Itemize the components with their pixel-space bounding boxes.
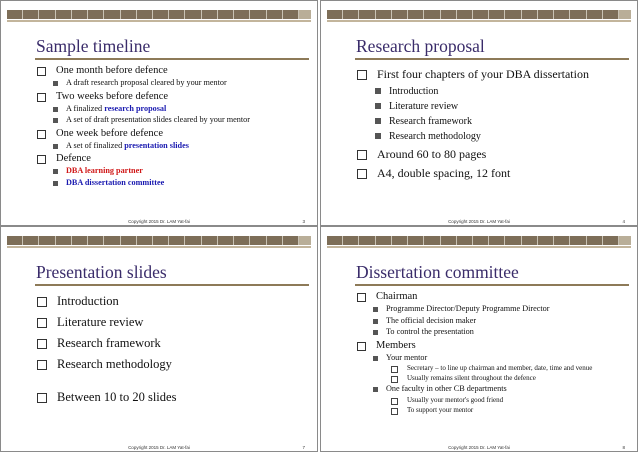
bullet-level2: Introduction bbox=[373, 85, 627, 98]
bullet-level2: A set of finalized presentation slides bbox=[51, 141, 307, 152]
hollow-square-bullet-icon bbox=[37, 393, 47, 403]
bullet-level2: Research methodology bbox=[373, 130, 627, 143]
bullet-level3: Usually remains silent throughout the defence bbox=[389, 374, 627, 383]
bullet-level2 bbox=[51, 178, 307, 189]
slide-top-bar bbox=[7, 236, 311, 245]
bullet-level1: Introduction bbox=[35, 293, 307, 310]
footer-page-number: 4 bbox=[622, 219, 625, 224]
footer-copyright: Copyright 2015 Dr. LAM Yat-fai bbox=[128, 219, 190, 224]
filled-square-bullet-icon bbox=[373, 356, 378, 361]
slide-body bbox=[35, 63, 307, 189]
hollow-square-bullet-icon bbox=[37, 297, 47, 307]
slide-title: Dissertation committee bbox=[356, 262, 519, 282]
slide-body bbox=[355, 289, 627, 416]
footer-copyright: Copyright 2015 Dr. LAM Yat-fai bbox=[128, 445, 190, 450]
bullet-level1: One month before defence bbox=[35, 64, 307, 77]
hollow-square-bullet-icon bbox=[391, 376, 398, 383]
filled-square-bullet-icon bbox=[375, 133, 381, 139]
filled-square-bullet-icon bbox=[53, 107, 58, 112]
bullet-level2: Your mentor bbox=[371, 353, 627, 364]
footer-copyright: Copyright 2015 Dr. LAM Yat-fai bbox=[448, 445, 510, 450]
bullet-level1: Research framework bbox=[35, 335, 307, 352]
bullet-level1: First four chapters of your DBA dissertation bbox=[355, 66, 627, 82]
hollow-square-bullet-icon bbox=[391, 398, 398, 405]
hollow-square-bullet-icon bbox=[391, 408, 398, 415]
slide-top-bar-underline bbox=[327, 20, 631, 22]
filled-square-bullet-icon bbox=[53, 144, 58, 149]
hollow-square-bullet-icon bbox=[357, 342, 366, 351]
filled-square-bullet-icon bbox=[373, 307, 378, 312]
title-rule bbox=[355, 58, 629, 60]
hollow-square-bullet-icon bbox=[357, 150, 367, 160]
hollow-square-bullet-icon bbox=[37, 67, 46, 76]
hollow-square-bullet-icon bbox=[357, 293, 366, 302]
filled-square-bullet-icon bbox=[373, 319, 378, 324]
filled-square-bullet-icon bbox=[375, 103, 381, 109]
filled-square-bullet-icon bbox=[373, 387, 378, 392]
slide-sample-timeline bbox=[0, 0, 318, 226]
bullet-level1: Chairman bbox=[355, 290, 627, 303]
slide-top-bar bbox=[7, 10, 311, 19]
highlight-research-proposal: research proposal bbox=[104, 103, 167, 113]
filled-square-bullet-icon bbox=[375, 88, 381, 94]
hollow-square-bullet-icon bbox=[37, 339, 47, 349]
bullet-level2: Literature review bbox=[373, 100, 627, 113]
slide-body bbox=[35, 289, 307, 410]
bullet-level1: Two weeks before defence bbox=[35, 90, 307, 103]
slide-research-proposal bbox=[320, 0, 638, 226]
slide-body bbox=[355, 63, 627, 184]
bullet-level2: A draft research proposal cleared by your mentor bbox=[51, 78, 307, 89]
footer-page-number: 7 bbox=[302, 445, 305, 450]
hollow-square-bullet-icon bbox=[37, 93, 46, 102]
slide-top-bar bbox=[327, 236, 631, 245]
bullet-level2: The official decision maker bbox=[371, 316, 627, 327]
filled-square-bullet-icon bbox=[53, 181, 58, 186]
title-rule bbox=[35, 58, 309, 60]
bullet-level1: Literature review bbox=[35, 314, 307, 331]
bullet-level2: Research framework bbox=[373, 115, 627, 128]
hollow-square-bullet-icon bbox=[37, 360, 47, 370]
footer-page-number: 8 bbox=[622, 445, 625, 450]
footer-copyright: Copyright 2015 Dr. LAM Yat-fai bbox=[448, 219, 510, 224]
title-rule bbox=[355, 284, 629, 286]
slide-top-bar bbox=[327, 10, 631, 19]
filled-square-bullet-icon bbox=[373, 330, 378, 335]
slide-top-bar-underline bbox=[7, 20, 311, 22]
slide-top-bar-underline bbox=[327, 246, 631, 248]
bullet-level2: A finalized research proposal bbox=[51, 104, 307, 115]
filled-square-bullet-icon bbox=[53, 81, 58, 86]
bullet-level3: Usually your mentor's good friend bbox=[389, 396, 627, 405]
slide-top-bar-underline bbox=[7, 246, 311, 248]
hollow-square-bullet-icon bbox=[37, 155, 46, 164]
bullet-level3: To support your mentor bbox=[389, 406, 627, 415]
bullet-level1: Around 60 to 80 pages bbox=[355, 146, 627, 162]
bullet-level1: Members bbox=[355, 339, 627, 352]
slide-title: Research proposal bbox=[356, 36, 485, 56]
bullet-level2 bbox=[51, 166, 307, 177]
bullet-level1: Defence bbox=[35, 152, 307, 165]
highlight-presentation-slides: presentation slides bbox=[124, 140, 189, 150]
slide-presentation-slides bbox=[0, 226, 318, 452]
title-rule bbox=[35, 284, 309, 286]
slide-title: Sample timeline bbox=[36, 36, 151, 56]
hollow-square-bullet-icon bbox=[37, 318, 47, 328]
bullet-level2: A set of draft presentation slides cleared by your mentor bbox=[51, 115, 307, 126]
hollow-square-bullet-icon bbox=[391, 366, 398, 373]
bullet-level3: Secretary – to line up chairman and member, date, time and venue bbox=[389, 364, 627, 373]
filled-square-bullet-icon bbox=[53, 169, 58, 174]
highlight-dissertation-committee: DBA dissertation committee bbox=[66, 177, 165, 187]
hollow-square-bullet-icon bbox=[357, 70, 367, 80]
hollow-square-bullet-icon bbox=[37, 130, 46, 139]
filled-square-bullet-icon bbox=[375, 118, 381, 124]
highlight-learning-partner: DBA learning partner bbox=[66, 166, 143, 175]
bullet-level1: One week before defence bbox=[35, 127, 307, 140]
bullet-level2: To control the presentation bbox=[371, 327, 627, 338]
bullet-level1: A4, double spacing, 12 font bbox=[355, 165, 627, 181]
bullet-level2: Programme Director/Deputy Programme Director bbox=[371, 304, 627, 315]
footer-page-number: 3 bbox=[302, 219, 305, 224]
filled-square-bullet-icon bbox=[53, 118, 58, 123]
bullet-level1: Research methodology bbox=[35, 356, 307, 373]
slide-dissertation-committee bbox=[320, 226, 638, 452]
bullet-level1: Between 10 to 20 slides bbox=[35, 389, 307, 406]
hollow-square-bullet-icon bbox=[357, 169, 367, 179]
bullet-level2: One faculty in other CB departments bbox=[371, 384, 627, 395]
slide-title: Presentation slides bbox=[36, 262, 167, 282]
